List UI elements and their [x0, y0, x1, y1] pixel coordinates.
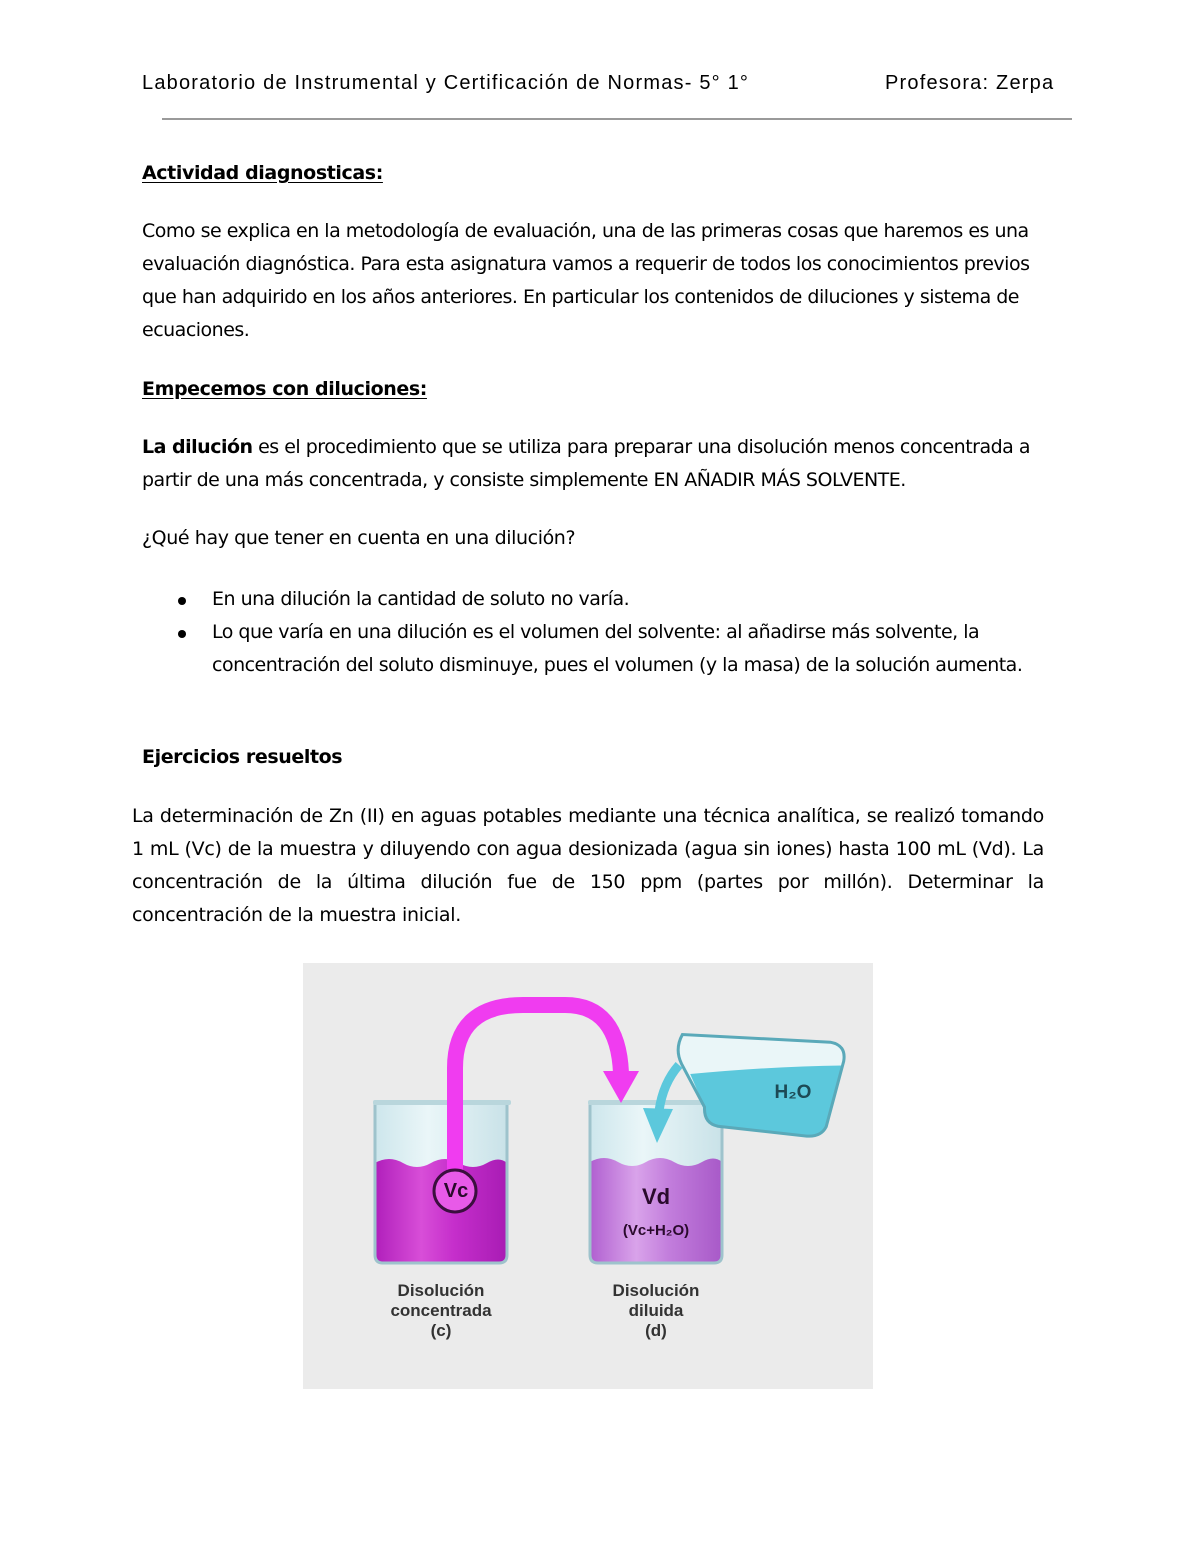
caption-line: (c)	[430, 1321, 452, 1340]
heading-ejercicios: Ejercicios resueltos	[142, 746, 343, 768]
list-item	[142, 616, 1062, 682]
header-course-title: Laboratorio de Instrumental y Certificación de Normas- 5° 1°	[142, 72, 750, 94]
water-label: H₂O	[774, 1082, 812, 1103]
caption-line: concentrada	[390, 1301, 492, 1320]
paragraph-ejercicio: La determinación de Zn (II) en aguas potables mediante una técnica analítica, se realizó tomando 1 mL (Vc) de la muestra y diluyendo con agua desionizada (agua sin iones) hasta 100 mL (Vd). La concentración de la última dilución fue de 150 ppm (partes por millón). Determinar la concentración de la muestra inicial.	[132, 805, 1044, 926]
dilution-diagram	[303, 963, 873, 1389]
paragraph-dilucion	[142, 431, 1062, 497]
bullet-icon	[178, 597, 186, 605]
bullet-text: En una dilución la cantidad de soluto no varía.	[212, 588, 630, 610]
caption-diluted	[586, 1281, 726, 1341]
question-dilucion: ¿Qué hay que tener en cuenta en una dilución?	[142, 527, 576, 549]
heading-diluciones: Empecemos con diluciones:	[142, 378, 427, 400]
vd-sub-label: (Vc+H₂O)	[622, 1222, 690, 1239]
caption-line: Disolución	[612, 1281, 700, 1300]
vd-label: Vd	[641, 1184, 671, 1209]
heading-actividad: Actividad diagnosticas:	[142, 162, 383, 184]
bullet-text: Lo que varía en una dilución es el volumen del solvente: al añadirse más solvente, la concentración del soluto disminuye, pues el volumen (y la masa) de la solución aumenta.	[212, 621, 1023, 676]
bullet-list	[142, 583, 1062, 682]
paragraph-dilucion-text: es el procedimiento que se utiliza para preparar una disolución menos concentrada a partir de una más concentrada, y consiste simplemente EN AÑADIR MÁS SOLVENTE.	[142, 436, 1030, 491]
caption-line: (d)	[645, 1321, 667, 1340]
caption-concentrated	[371, 1281, 511, 1341]
header-divider	[162, 118, 1072, 120]
term-dilucion: La dilución	[142, 436, 253, 458]
list-item	[142, 583, 1062, 616]
header-teacher: Profesora: Zerpa	[885, 72, 1055, 94]
caption-line: diluida	[628, 1301, 684, 1320]
vc-label: Vc	[443, 1180, 469, 1202]
paragraph-intro: Como se explica en la metodología de evaluación, una de las primeras cosas que haremos es una evaluación diagnóstica. Para esta asignatura vamos a requerir de todos los conocimientos previos que han adquirido en los años anteriores. En particular los contenidos de diluciones y sistema de ecuaciones.	[142, 220, 1030, 341]
caption-line: Disolución	[397, 1281, 485, 1300]
bullet-icon	[178, 630, 186, 638]
